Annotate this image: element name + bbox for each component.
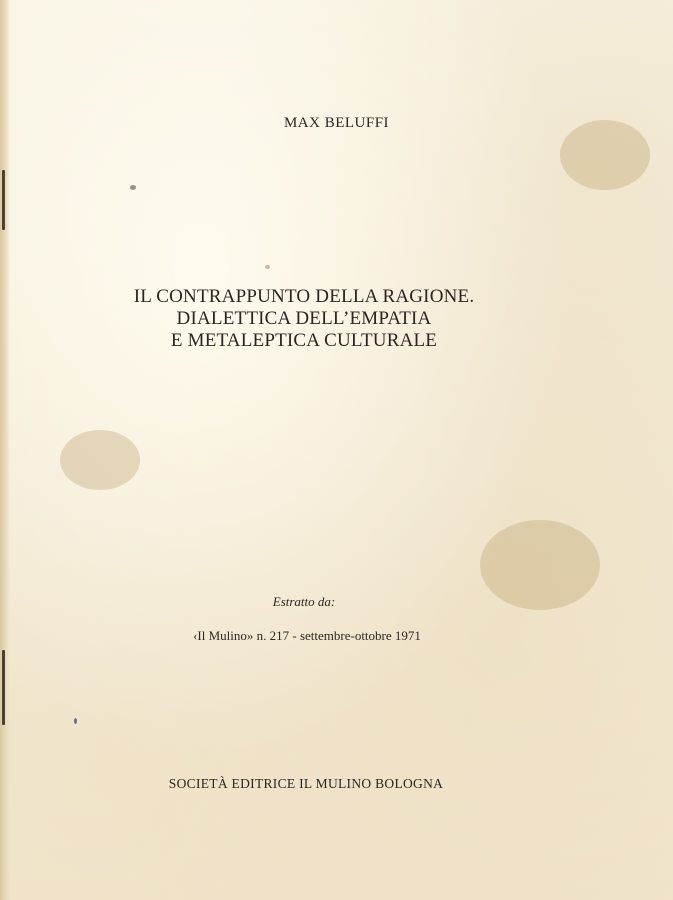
spine-edge	[0, 0, 10, 900]
paper-stain	[74, 718, 77, 724]
title-line: IL CONTRAPPUNTO DELLA RAGIONE.	[133, 286, 475, 307]
paper-stain	[130, 185, 136, 190]
extract-label: Estratto da:	[272, 594, 336, 609]
title-line: E METALEPTICA CULTURALE	[170, 330, 438, 351]
title-line: DIALETTICA DELL’EMPATIA	[176, 308, 432, 329]
paper-stain	[60, 430, 140, 490]
author-name: MAX BELUFFI	[283, 115, 390, 131]
publisher-line: SOCIETÀ EDITRICE IL MULINO BOLOGNA	[168, 776, 444, 791]
source-citation: ‹Il Mulino» n. 217 - settembre-ottobre 1971	[193, 628, 421, 643]
paper-stain	[265, 265, 270, 269]
spine-binding-mark	[2, 650, 5, 725]
book-title	[0, 286, 608, 352]
spine-binding-mark	[2, 170, 5, 230]
